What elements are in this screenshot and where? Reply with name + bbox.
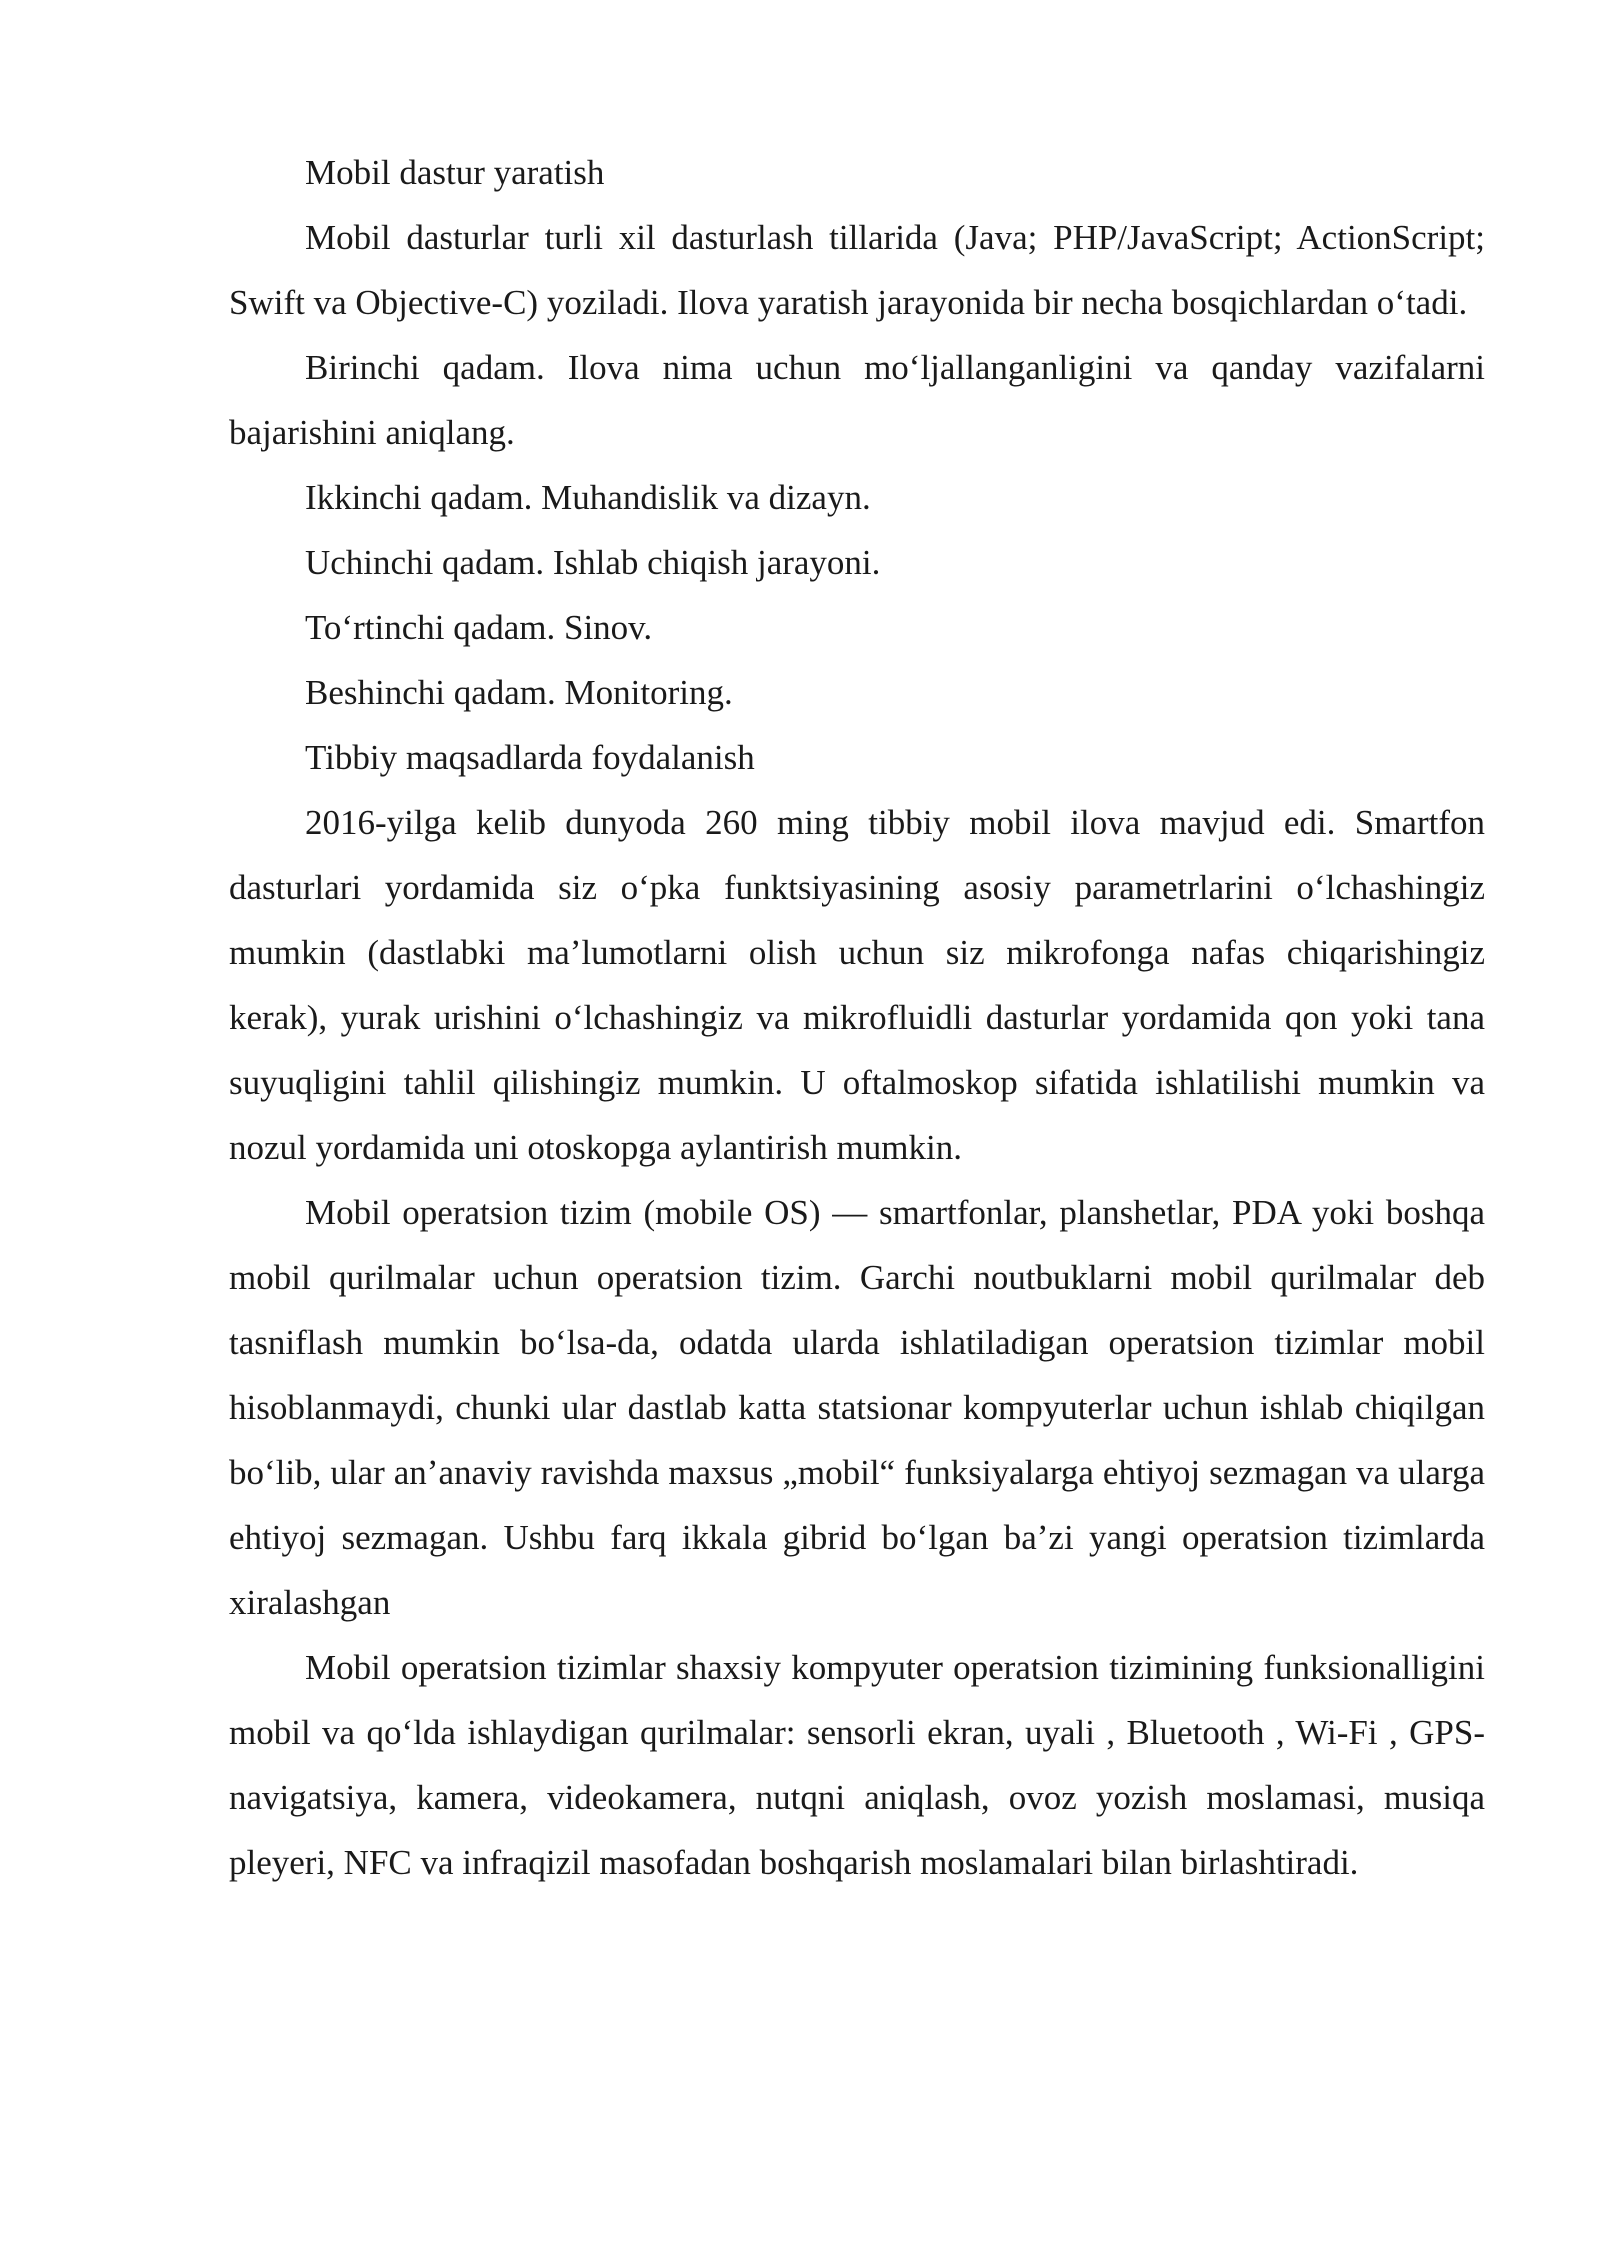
paragraph-programming-languages: Mobil dasturlar turli xil dasturlash tillarida (Java; PHP/JavaScript; ActionScript; Swift va Objective-C) yoziladi. Ilova yaratish jarayonida bir necha bosqichlardan oʻtadi. (229, 218, 1485, 322)
paragraph-mobile-os-features: Mobil operatsion tizimlar shaxsiy kompyuter operatsion tizimining funksionalligini mobil va qoʻlda ishlaydigan qurilmalar: sensorli ekran, uyali , Bluetooth , Wi-Fi , GPS-navigatsiya, kamera, videokamera, nutqni aniqlash, ovoz yozish moslamasi, musiqa pleyeri, NFC va infraqizil masofadan boshqarish moslamalari bilan birlashtiradi. (229, 1648, 1485, 1882)
step-three: Uchinchi qadam. Ishlab chiqish jarayoni. (305, 543, 881, 582)
step-five: Beshinchi qadam. Monitoring. (305, 673, 733, 712)
paragraph-medical-apps: 2016-yilga kelib dunyoda 260 ming tibbiy mobil ilova mavjud edi. Smartfon dasturlari yordamida siz oʻpka funktsiyasining asosiy parametrlarini oʻlchashingiz mumkin (dastlabki maʼlumotlarni olish uchun siz mikrofonga nafas chiqarishingiz kerak), yurak urishini oʻlchashingiz va mikrofluidli dasturlar yordamida qon yoki tana suyuqligini tahlil qilishingiz mumkin. U oftalmoskop sifatida ishlatilishi mumkin va nozul yordamida uni otoskopga aylantirish mumkin. (229, 803, 1485, 1167)
step-four: Toʻrtinchi qadam. Sinov. (305, 608, 653, 647)
section-heading-medical-use: Tibbiy maqsadlarda foydalanish (305, 738, 755, 777)
step-two: Ikkinchi qadam. Muhandislik va dizayn. (305, 478, 871, 517)
section-heading-mobile-app-creation: Mobil dastur yaratish (305, 153, 605, 192)
document-page (229, 140, 1485, 1895)
paragraph-mobile-os: Mobil operatsion tizim (mobile OS) — smartfonlar, planshetlar, PDA yoki boshqa mobil qurilmalar uchun operatsion tizim. Garchi noutbuklarni mobil qurilmalar deb tasniflash mumkin boʻlsa-da, odatda ularda ishlatiladigan operatsion tizimlar mobil hisoblanmaydi, chunki ular dastlab katta statsionar kompyuterlar uchun ishlab chiqilgan boʻlib, ular anʼanaviy ravishda maxsus „mobil“ funksiyalarga ehtiyoj sezmagan va ularga ehtiyoj sezmagan. Ushbu farq ikkala gibrid boʻlgan baʼzi yangi operatsion tizimlarda xiralashgan (229, 1193, 1485, 1622)
step-one: Birinchi qadam. Ilova nima uchun moʻljallanganligini va qanday vazifalarni bajarishini aniqlang. (229, 348, 1485, 452)
